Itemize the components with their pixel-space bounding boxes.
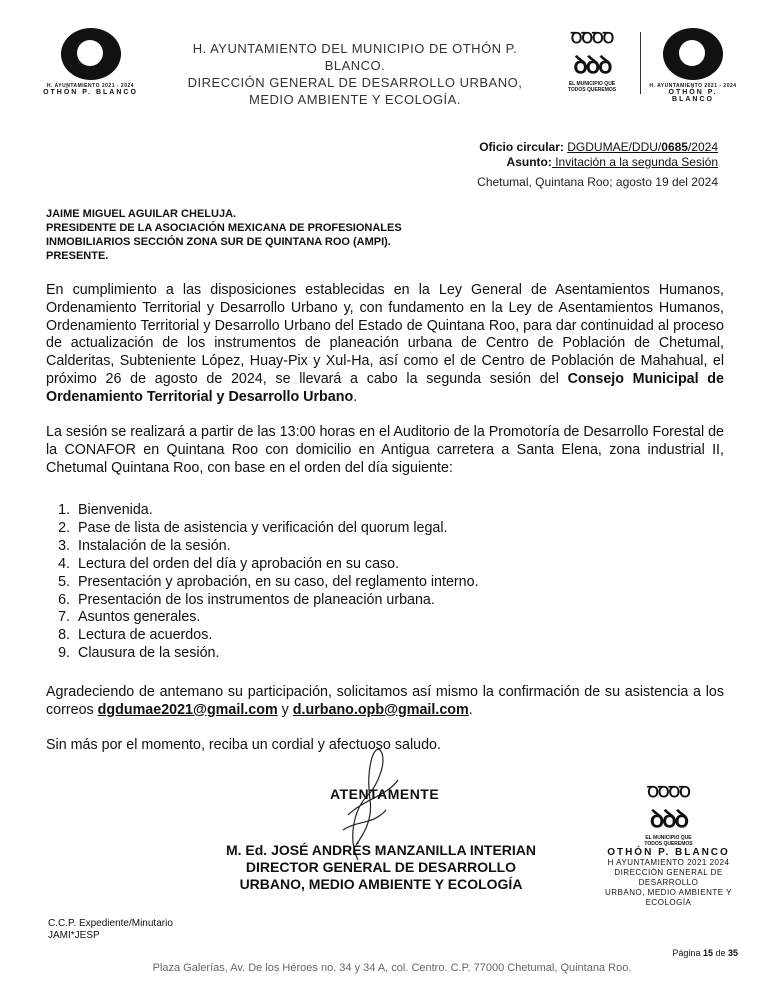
page-of: de [712, 948, 728, 958]
institution-line: DIRECCIÓN GENERAL DE DESARROLLO URBANO, [187, 75, 523, 90]
agenda-number: 2. [58, 519, 70, 536]
agenda-item [48, 538, 479, 556]
agenda-item [48, 502, 479, 520]
slogan-line-2: TODOS QUEREMOS [567, 87, 617, 93]
seal-period: H AYUNTAMIENTO 2021 2024 [607, 858, 730, 867]
paragraph-3-conjunction: y [277, 701, 293, 718]
institution-header [160, 40, 550, 108]
signer-block [180, 842, 582, 893]
seal-slogan-1: EL MUNICIPIO QUE [645, 835, 692, 841]
email-link-1[interactable]: dgdumae2021@gmail.com [97, 701, 278, 718]
body-paragraph-2: La sesión se realizará a partir de las 13:00 horas en el Auditorio de la Promotoría de Desarrollo Forestal de la CONAFOR en Quintana Roo con domicilio en Antigua carretera a Santa Elena, zona industrial II, Chetumal Quintana Roo, con base en el orden del día siguiente: [46, 424, 724, 476]
ccp-block [48, 918, 173, 942]
asunto-line [479, 155, 718, 170]
page-total: 35 [727, 948, 738, 958]
agenda-number: 3. [58, 537, 70, 554]
email-link-2[interactable]: d.urbano.opb@gmail.com [292, 701, 469, 718]
oficio-reference [479, 140, 718, 170]
agenda-number: 9. [58, 645, 70, 662]
seal-direction-1: DIRECCIÓN GENERAL DE DESARROLLO [614, 868, 723, 887]
slogan-logo [552, 28, 632, 93]
body-paragraph-4: Sin más por el momento, reciba un cordial y afectuoso saludo. [46, 737, 441, 753]
oficio-number-line [479, 140, 718, 155]
logo-right-name: OTHÓN P. BLANCO [668, 89, 718, 103]
agenda-list [48, 502, 479, 663]
agenda-number: 8. [58, 627, 70, 644]
agenda-item [48, 592, 479, 610]
agenda-text: Clausura de la sesión. [78, 645, 220, 662]
agenda-item [48, 627, 479, 645]
agenda-text: Bienvenida. [78, 502, 153, 518]
agenda-item [48, 645, 479, 663]
paragraph-1-text: En cumplimiento a las disposiciones establecidas en la Ley General de Asentamientos Humanos, Ordenamiento Territorial y Desarrollo Urbano y, con fundamento en la Ley de Asentamientos Humanos, Ordenamiento Territorial y Desarrollo Urbano del Estado de Quintana Roo, para dar continuidad al proceso de actualización de los instrumentos de planeación urbana de Centro de Población de Chetumal, Calderitas, Subteniente López, Huay-Pix y Xul-Ha, así como el de Centro de Población de Mahahual, el próximo 26 de agosto de 2024, se llevará a cabo la segunda sesión del [46, 282, 724, 387]
addressee-line: JAIME MIGUEL AGUILAR CHELUJA. [46, 208, 237, 220]
agenda-text: Presentación de los instrumentos de planeación urbana. [78, 591, 435, 608]
institution-line: BLANCO. [324, 58, 386, 73]
institution-line: MEDIO AMBIENTE Y ECOLOGÍA. [249, 92, 461, 107]
addressee-block [46, 207, 402, 263]
agenda-number: 4. [58, 555, 70, 572]
oficio-number [567, 140, 718, 154]
page-number [672, 948, 738, 958]
body-paragraph-3 [46, 684, 724, 720]
logo-left-name: OTHÓN P. BLANCO [43, 89, 138, 96]
oficio-number-prefix: DGDUMAE/DDU/ [567, 140, 662, 154]
agenda-item [48, 609, 479, 627]
agenda-item [48, 556, 479, 574]
logo-right-period: H. AYUNTAMIENTO 2021 - 2024 [649, 83, 737, 89]
mayan-glyph-large-icon: ꝺꝺꝺ [649, 806, 688, 833]
oficio-number-main: 0685 [661, 140, 688, 154]
agenda-text: Lectura de acuerdos. [78, 627, 213, 644]
logo-left-period: H. AYUNTAMIENTO 2021 - 2024 [46, 83, 135, 89]
agenda-item [48, 520, 479, 538]
ccp-line: JAMI*JESP [48, 930, 100, 941]
agenda-text: Pase de lista de asistencia y verificación del quorum legal. [78, 519, 448, 536]
page-label: Página [672, 948, 703, 958]
closing-atentamente: ATENTAMENTE [330, 786, 440, 802]
agenda-number: 7. [58, 609, 70, 626]
agenda-text: Presentación y aprobación, en su caso, del reglamento interno. [78, 573, 479, 590]
mayan-glyph-icon: ꝹꝹꝹꝹ [647, 784, 690, 801]
agenda-number: 6. [58, 591, 70, 608]
asunto-text: Invitación a la segunda Sesión [551, 155, 718, 169]
municipal-logo-right [648, 28, 738, 103]
seal-direction-2: URBANO, MEDIO AMBIENTE Y ECOLOGÍA [605, 888, 732, 907]
official-seal [596, 782, 741, 908]
paragraph-1-end: . [353, 388, 358, 405]
asunto-label: Asunto: [506, 155, 552, 169]
seal-name: OTHÓN P. BLANCO [607, 847, 730, 858]
oficio-label: Oficio circular: [479, 140, 564, 154]
agenda-number: 5. [58, 573, 70, 590]
paragraph-3-end: . [468, 701, 473, 718]
oficio-number-year: /2024 [687, 140, 718, 154]
agenda-text: Instalación de la sesión. [78, 537, 231, 554]
signer-title: DIRECTOR GENERAL DE DESARROLLO [245, 859, 517, 875]
paragraph-3-text: Agradeciendo de antemano su participación, solicitamos así mismo la confirmación de su asistencia a los correos [46, 684, 724, 718]
addressee-line: PRESIDENTE DE LA ASOCIACIÓN MEXICANA DE PROFESIONALES [46, 222, 402, 234]
agenda-number: 1. [58, 502, 70, 518]
municipal-emblem-icon [663, 28, 723, 80]
agenda-item [48, 574, 479, 592]
signer-title: URBANO, MEDIO AMBIENTE Y ECOLOGÍA [239, 876, 523, 892]
place-date: Chetumal, Quintana Roo; agosto 19 del 2024 [477, 175, 718, 189]
addressee-line: PRESENTE. [46, 250, 109, 262]
mayan-glyph-icon: ꝹꝹꝹꝹ [570, 30, 614, 47]
agenda-text: Lectura del orden del día y aprobación en su caso. [78, 555, 400, 572]
agenda-text: Asuntos generales. [78, 609, 201, 626]
slogan-line-1: EL MUNICIPIO QUE [568, 81, 616, 87]
municipal-emblem-icon [61, 28, 121, 80]
footer-address: Plaza Galerías, Av. De los Héroes no. 34 y 34 A, col. Centro. C.P. 77000 Chetumal, Quintana Roo. [152, 962, 632, 974]
ccp-line: C.C.P. Expediente/Minutario [48, 918, 173, 929]
seal-slogan-2: TODOS QUEREMOS [644, 841, 693, 847]
page-current: 15 [702, 948, 713, 958]
header-divider [640, 32, 641, 94]
institution-line: H. AYUNTAMIENTO DEL MUNICIPIO DE OTHÓN P. [192, 41, 518, 56]
mayan-glyph-large-icon: ꝺꝺꝺ [573, 52, 611, 79]
body-paragraph-1 [46, 282, 724, 407]
addressee-line: INMOBILIARIOS SECCIÓN ZONA SUR DE QUINTANA ROO (AMPI). [46, 236, 391, 248]
council-name: Consejo Municipal de Ordenamiento Territorial y Desarrollo Urbano [46, 370, 724, 405]
municipal-logo-left [38, 28, 143, 96]
signer-name: M. Ed. JOSÉ ANDRÉS MANZANILLA INTERIAN [225, 842, 537, 858]
